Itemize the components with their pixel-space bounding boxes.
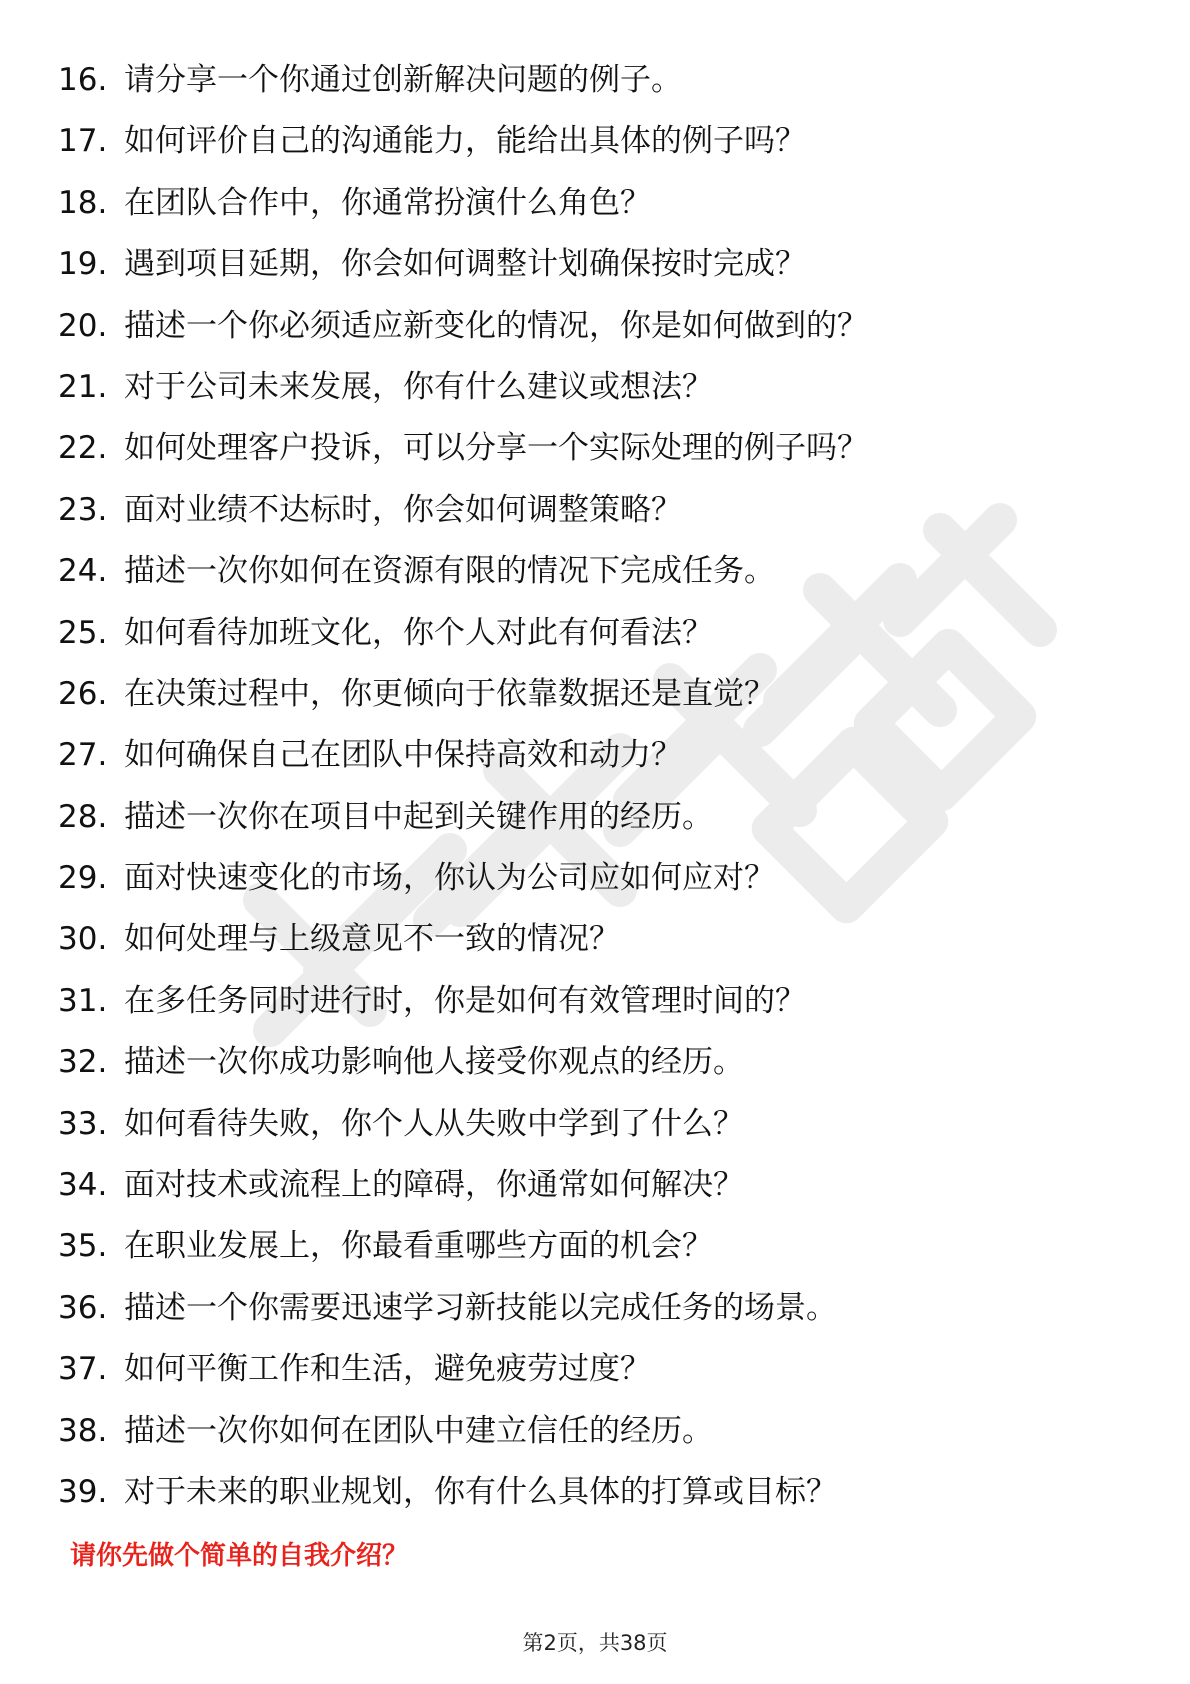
question-text: 如何确保自己在团队中保持高效和动力？ — [124, 737, 682, 774]
question-number: 20. — [58, 307, 108, 344]
question-number: 26. — [58, 675, 108, 712]
question-item — [58, 1401, 1138, 1462]
question-number: 23. — [58, 491, 108, 528]
question-item — [58, 234, 1138, 295]
question-number: 25. — [58, 614, 108, 651]
question-item — [58, 787, 1138, 848]
question-number: 39. — [58, 1473, 108, 1510]
question-number: 18. — [58, 184, 108, 221]
question-item — [58, 1155, 1138, 1216]
question-text: 描述一次你如何在资源有限的情况下完成任务。 — [124, 553, 775, 590]
question-number: 31. — [58, 982, 108, 1019]
question-text: 描述一次你在项目中起到关键作用的经历。 — [124, 798, 713, 835]
question-item — [58, 848, 1138, 909]
question-item — [58, 1339, 1138, 1400]
question-number: 22. — [58, 430, 108, 467]
question-text: 描述一次你如何在团队中建立信任的经历。 — [124, 1412, 713, 1449]
question-number: 29. — [58, 860, 108, 897]
question-number: 32. — [58, 1044, 108, 1081]
question-number: 33. — [58, 1105, 108, 1142]
question-text: 在多任务同时进行时，你是如何有效管理时间的？ — [124, 982, 806, 1019]
question-text: 遇到项目延期，你会如何调整计划确保按时完成？ — [124, 246, 806, 283]
question-text: 如何处理客户投诉，可以分享一个实际处理的例子吗？ — [124, 430, 868, 467]
page-number: 第2页，共38页 — [522, 1631, 668, 1655]
question-number: 19. — [58, 246, 108, 283]
question-text: 如何平衡工作和生活，避免疲劳过度？ — [124, 1351, 651, 1388]
question-item — [58, 603, 1138, 664]
question-text: 如何看待失败，你个人从失败中学到了什么？ — [124, 1105, 744, 1142]
question-number: 21. — [58, 368, 108, 405]
question-number: 37. — [58, 1351, 108, 1388]
question-number: 28. — [58, 798, 108, 835]
question-text: 在职业发展上，你最看重哪些方面的机会？ — [124, 1228, 713, 1265]
question-number: 34. — [58, 1167, 108, 1204]
question-item — [58, 296, 1138, 357]
question-text: 如何看待加班文化，你个人对此有何看法？ — [124, 614, 713, 651]
question-item — [58, 418, 1138, 479]
question-number: 17. — [58, 123, 108, 160]
question-text: 描述一个你需要迅速学习新技能以完成任务的场景。 — [124, 1289, 837, 1326]
question-item — [58, 664, 1138, 725]
question-item — [58, 1094, 1138, 1155]
question-number: 16. — [58, 62, 108, 98]
question-number: 35. — [58, 1228, 108, 1265]
question-text: 面对业绩不达标时，你会如何调整策略？ — [124, 491, 682, 528]
question-number: 38. — [58, 1412, 108, 1449]
question-item — [58, 111, 1138, 172]
question-text: 描述一个你必须适应新变化的情况，你是如何做到的？ — [124, 307, 868, 344]
question-item — [58, 909, 1138, 970]
question-text: 请分享一个你通过创新解决问题的例子。 — [124, 62, 682, 98]
question-text: 描述一次你成功影响他人接受你观点的经历。 — [124, 1044, 744, 1081]
question-item — [58, 541, 1138, 602]
question-text: 在决策过程中，你更倾向于依靠数据还是直觉？ — [124, 675, 775, 712]
question-number: 36. — [58, 1289, 108, 1326]
question-text: 如何评价自己的沟通能力，能给出具体的例子吗？ — [124, 123, 806, 160]
question-item — [58, 1216, 1138, 1277]
question-item — [58, 480, 1138, 541]
question-item — [58, 357, 1138, 418]
question-text: 面对快速变化的市场，你认为公司应如何应对？ — [124, 860, 775, 897]
question-text: 在团队合作中，你通常扮演什么角色？ — [124, 184, 651, 221]
question-number: 24. — [58, 553, 108, 590]
question-text: 如何处理与上级意见不一致的情况？ — [124, 921, 620, 958]
highlight-question: 请你先做个简单的自我介绍？ — [70, 1541, 409, 1571]
question-item — [58, 1462, 1138, 1523]
question-item — [58, 1032, 1138, 1093]
question-item — [58, 50, 1138, 111]
question-text: 对于未来的职业规划，你有什么具体的打算或目标？ — [124, 1473, 837, 1510]
question-text: 对于公司未来发展，你有什么建议或想法？ — [124, 368, 713, 405]
question-number: 27. — [58, 737, 108, 774]
question-item — [58, 725, 1138, 786]
question-text: 面对技术或流程上的障碍，你通常如何解决？ — [124, 1167, 744, 1204]
question-item — [58, 173, 1138, 234]
question-item — [58, 971, 1138, 1032]
question-item — [58, 1278, 1138, 1339]
question-list — [58, 50, 1138, 1523]
question-number: 30. — [58, 921, 108, 958]
